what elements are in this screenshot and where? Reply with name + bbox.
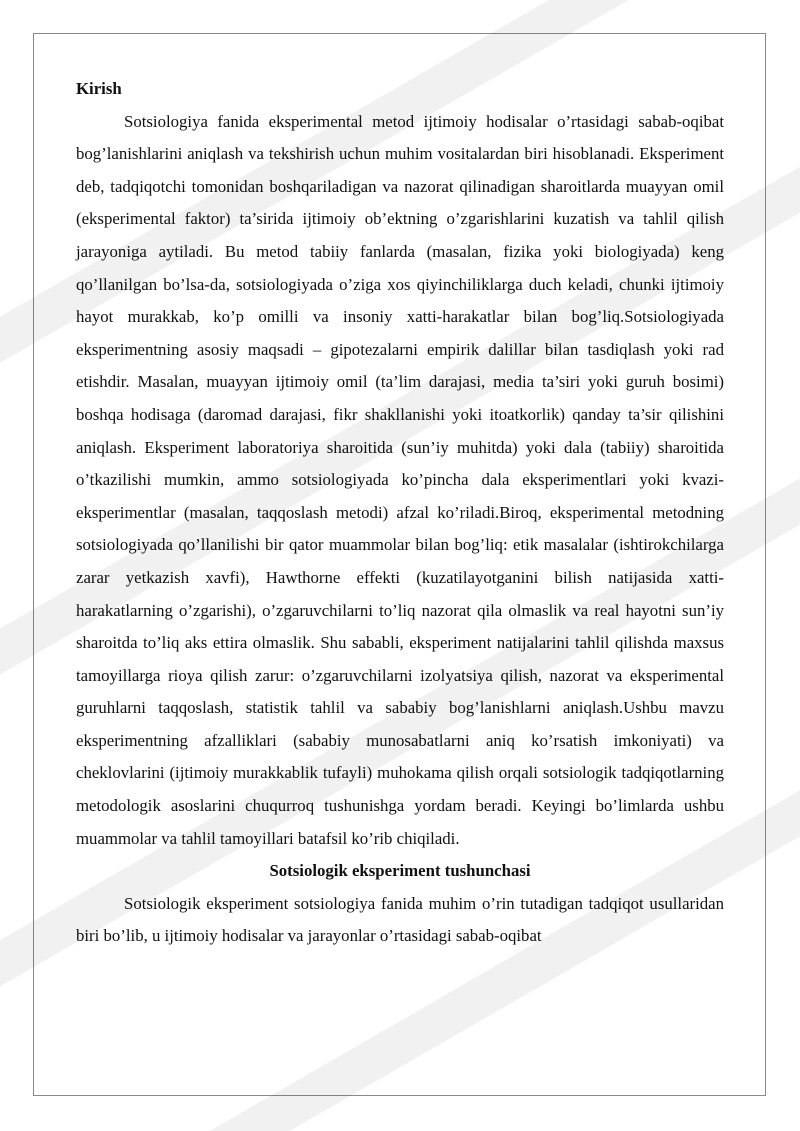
section-heading-concept: Sotsiologik eksperiment tushunchasi [269, 861, 531, 881]
section-heading-intro: Kirish [76, 79, 122, 98]
intro-paragraph: Sotsiologiya fanida eksperimental metod ijtimoiy hodisalar o’rtasidagi sabab-oqibat bog’lanishlarini aniqlash va tekshirish uchun muhim vositalardan biri hisoblanadi. Eksperiment deb, tadqiqotchi tomonidan boshqariladigan va nazorat qilinadigan sharoitlarda muayyan omil (eksperimental faktor) ta’sirida ijtimoiy ob’ektning o’zgarishlarini kuzatish va tahlil qilish jarayoniga aytiladi. Bu metod tabiiy fanlarda (masalan, fizika yoki biologiyada) keng qo’llanilgan bo’lsa-da, sotsiologiyada o’ziga xos qiyinchiliklarga duch keladi, chunki ijtimoiy hayot murakkab, ko’p omilli va insoniy xatti-harakatlar bilan bog’liq.Sotsiologiyada eksperimentning asosiy maqsadi – gipotezalarni empirik dalillar bilan tasdiqlash yoki rad etishdir. Masalan, muayyan ijtimoiy omil (ta’lim darajasi, media ta’siri yoki guruh bosimi) boshqa hodisaga (daromad darajasi, fikr shakllanishi yoki itoatkorlik) qanday ta’sir qilishini aniqlash. Eksperiment laboratoriya sharoitida (sun’iy muhitda) yoki dala (tabiiy) sharoitida o’tkazilishi mumkin, ammo sotsiologiyada ko’pincha dala eksperimentlari yoki kvazi-eksperimentlar (masalan, taqqoslash metodi) afzal ko’riladi.Biroq, eksperimental metodning sotsiologiyada qo’llanilishi bir qator muammolar bilan bog’liq: etik masalalar (ishtirokchilarga zarar yetkazish xavfi), Hawthorne effekti (kuzatilayotganini bilish natijasida xatti-harakatlarning o’zgarishi), o’zgaruvchilarni to’liq nazorat qila olmaslik va real hayotni sun’iy sharoitda to’liq aks ettira olmaslik. Shu sababli, eksperiment natijalarini tahlil qilishda maxsus tamoyillarga rioya qilish zarur: o’zgaruvchilarni izolyatsiya qilish, nazorat va eksperimental guruhlarni taqqoslash, statistik tahlil va sababiy bog’lanishlarni aniqlash.Ushbu mavzu eksperimentning afzalliklari (sababiy munosabatlarni aniq ko’rsatish imkoniyati) va cheklovlarini (ijtimoiy murakkablik tufayli) muhokama qilish orqali sotsiologik tadqiqotlarning metodologik asoslarini chuqurroq tushunishga yordam beradi. Keyingi bo’limlarda ushbu muammolar va tahlil tamoyillari batafsil ko’rib chiqiladi. [76, 111, 724, 848]
concept-paragraph: Sotsiologik eksperiment sotsiologiya fanida muhim o’rin tutadigan tadqiqot usullaridan biri bo’lib, u ijtimoiy hodisalar va jarayonlar o’rtasidagi sabab-oqibat [76, 893, 724, 946]
document-body [76, 73, 724, 953]
